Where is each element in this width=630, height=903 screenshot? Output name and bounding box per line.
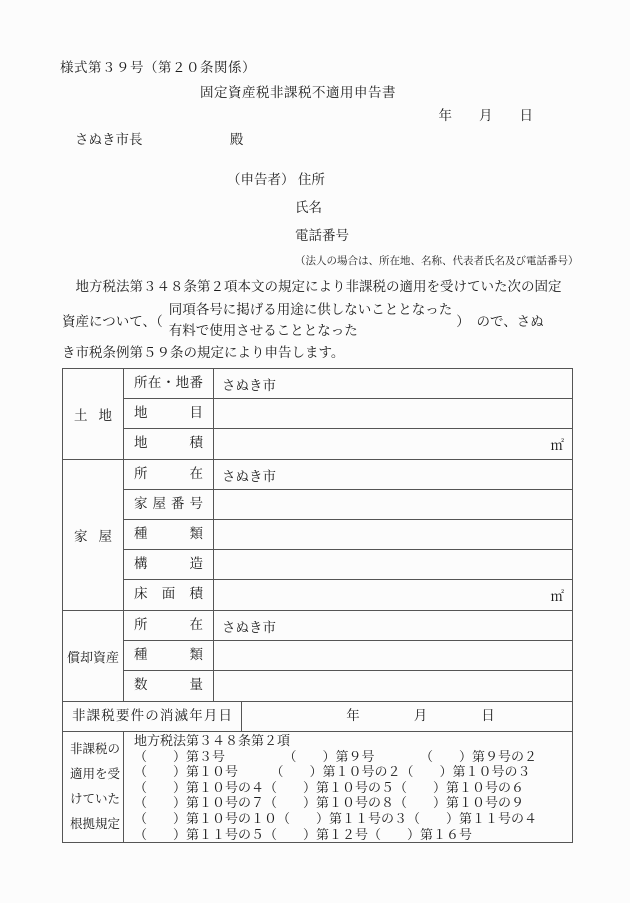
addressee: さぬき市長 (75, 132, 143, 147)
address-label: 住所 (297, 172, 325, 187)
table-row (124, 369, 572, 399)
field-label-location: 所在 (124, 460, 214, 489)
basis-label-line: 非課税の (70, 742, 121, 756)
field-label-location-lot: 所在・地番 (124, 369, 214, 398)
group-label-building: 家屋 (74, 529, 112, 544)
group-label-depreciable-assets: 償却資産 (67, 649, 120, 665)
group-label-land: 土地 (74, 408, 112, 423)
phone-label: 電話番号 (295, 228, 349, 243)
basis-option-line: （ ）第３号 （ ）第９号 （ ）第９号の２ (134, 748, 538, 764)
paragraph-line-3: き市税条例第５９条の規定により申告します。 (62, 345, 345, 360)
field-value: さぬき市 (222, 377, 276, 393)
unit-square-meters: ㎡ (550, 589, 564, 604)
corporate-note: （法人の場合は、所在地、名称、代表者氏名及び電話番号） (295, 256, 579, 267)
paragraph-line-2 (62, 298, 574, 342)
basis-option-line: （ ）第１０号の１０（ ）第１１号の３（ ）第１１号の４ (134, 810, 538, 826)
field-label-building-type: 種類 (124, 520, 214, 549)
property-table (62, 368, 573, 843)
group-cell-depreciable-assets (63, 611, 124, 701)
table-row (124, 611, 572, 641)
table-row (124, 550, 572, 580)
lapse-date-label: 非課税要件の消滅年月日 (63, 702, 242, 731)
section-depreciable-assets (63, 611, 572, 702)
basis-label-line: 適用を受 (70, 767, 121, 781)
paragraph-line-2-suffix: ） ので、さぬ (456, 314, 544, 329)
reason-options (169, 299, 453, 341)
table-row (124, 460, 572, 490)
name-label: 氏名 (295, 200, 322, 215)
section-land (63, 369, 572, 460)
field-label-asset-type: 種類 (124, 641, 214, 670)
table-row (124, 399, 572, 429)
form-number: 様式第３９号（第２０条関係） (60, 60, 256, 75)
document-title: 固定資産税非課税不適用申告書 (200, 85, 396, 100)
paragraph-line-2-prefix: 資産について、（ (62, 314, 163, 329)
field-value: さぬき市 (222, 468, 276, 484)
table-row (124, 490, 572, 520)
basis-provision-label (63, 732, 124, 842)
field-label-structure: 構造 (124, 550, 214, 579)
basis-option-line: （ ）第１０号 （ ）第１０号の２（ ）第１０号の３ (134, 764, 531, 780)
unit-square-meters: ㎡ (550, 438, 564, 453)
field-label-location: 所在 (124, 611, 214, 640)
basis-option-line: （ ）第１０号の７（ ）第１０号の８（ ）第１０号の９ (134, 795, 525, 811)
field-label-land-area: 地積 (124, 429, 214, 459)
declarant-label: （申告者） (227, 172, 295, 187)
table-row (124, 429, 572, 459)
field-label-floor-area: 床面積 (124, 580, 214, 610)
group-cell-land (63, 369, 124, 459)
lapse-date-row (63, 702, 572, 732)
field-label-building-number: 家屋番号 (124, 490, 214, 519)
basis-option-line: （ ）第１１号の５（ ）第１２号（ ）第１６号 (134, 826, 473, 842)
table-row (124, 671, 572, 701)
addressee-row (75, 128, 243, 148)
declarant-block (227, 166, 579, 274)
basis-heading: 地方税法第３４８条第２項 (134, 733, 291, 748)
basis-option-line: （ ）第１０号の４（ ）第１０号の５（ ）第１０号の６ (134, 779, 525, 795)
field-value: さぬき市 (222, 619, 276, 635)
basis-provision-row (63, 732, 572, 842)
table-row (124, 520, 572, 550)
basis-label-line: けていた (70, 792, 121, 806)
reason-option-2: 有料で使用させることとなった (168, 323, 358, 338)
basis-label-line: 根拠規定 (70, 817, 121, 831)
field-label-quantity: 数量 (124, 671, 214, 701)
table-row (124, 641, 572, 671)
paragraph-line-1: 地方税法第３４８条第２項本文の規定により非課税の適用を受けていた次の固定 (62, 279, 562, 294)
section-building (63, 460, 572, 611)
table-row (124, 580, 572, 610)
lapse-date-value: 年 月 日 (319, 708, 495, 723)
reason-option-1: 同項各号に掲げる用途に供しないこととなった (168, 302, 453, 317)
field-label-land-category: 地目 (124, 399, 214, 428)
honorific: 殿 (229, 132, 244, 147)
group-cell-building (63, 460, 124, 610)
basis-provision-content (124, 732, 572, 842)
date-line: 年 月 日 (438, 108, 533, 123)
declaration-paragraph (62, 276, 574, 364)
